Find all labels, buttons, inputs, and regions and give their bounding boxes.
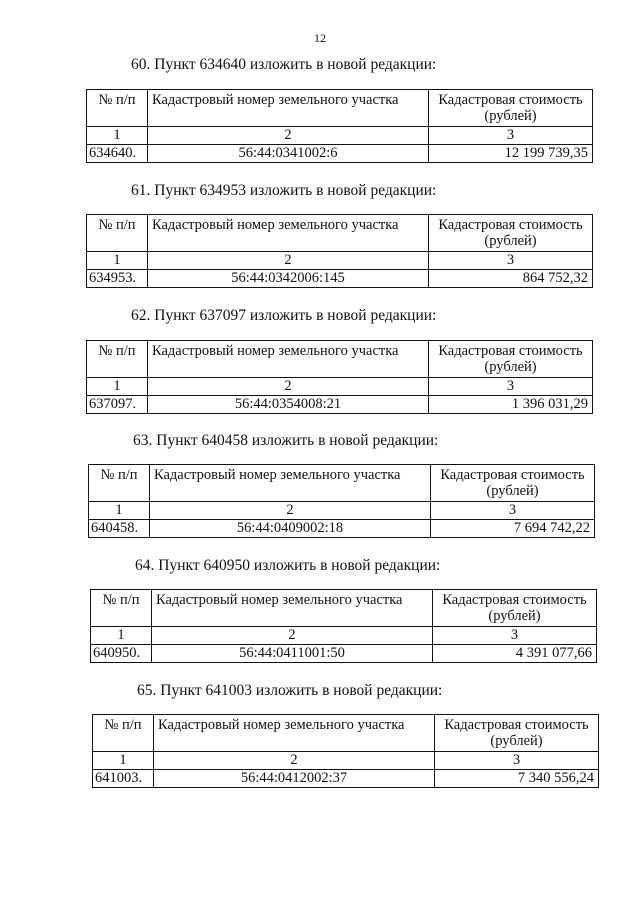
table-row [87, 145, 593, 163]
table-header-row [89, 465, 595, 502]
cell-cadastral-number: 56:44:0409002:18 [150, 520, 431, 538]
table-row [91, 645, 597, 663]
index-cell: 3 [431, 502, 595, 520]
table-index-row [91, 627, 597, 645]
table-row [87, 270, 593, 288]
index-cell: 3 [435, 752, 599, 770]
index-cell: 3 [429, 378, 593, 396]
section-heading: 62. Пункт 637097 изложить в новой редакции: [131, 307, 437, 324]
cadastral-table [92, 714, 599, 788]
cell-item-number: 641003. [93, 770, 154, 788]
index-cell: 3 [429, 252, 593, 270]
section-heading: 61. Пункт 634953 изложить в новой редакции: [131, 182, 437, 199]
cell-cadastral-value: 4 391 077,66 [433, 645, 597, 663]
header-cell-cadastral-number: Кадастровый номер земельного участка [148, 215, 429, 252]
cell-cadastral-number: 56:44:0412002:37 [154, 770, 435, 788]
cadastral-table [86, 214, 593, 288]
header-cell-cadastral-number: Кадастровый номер земельного участка [150, 465, 431, 502]
table-row [89, 520, 595, 538]
table-index-row [87, 378, 593, 396]
table-header-row [87, 341, 593, 378]
header-cell-cadastral-number: Кадастровый номер земельного участка [152, 590, 433, 627]
cell-cadastral-number: 56:44:0342006:145 [148, 270, 429, 288]
table-header-row [93, 715, 599, 752]
header-cell-number: № п/п [93, 715, 154, 752]
header-cell-cadastral-value: Кадастровая стоимость (рублей) [429, 341, 593, 378]
index-cell: 3 [433, 627, 597, 645]
index-cell: 2 [152, 627, 433, 645]
section-heading: 65. Пункт 641003 изложить в новой редакции: [137, 682, 443, 699]
cadastral-table [86, 89, 593, 163]
header-cell-cadastral-number: Кадастровый номер земельного участка [148, 341, 429, 378]
cell-item-number: 634953. [87, 270, 148, 288]
header-cell-cadastral-value: Кадастровая стоимость (рублей) [429, 90, 593, 127]
cadastral-table [86, 340, 593, 414]
page-number: 12 [314, 31, 326, 45]
cell-cadastral-value: 7 340 556,24 [435, 770, 599, 788]
cell-cadastral-number: 56:44:0341002:6 [148, 145, 429, 163]
cell-cadastral-number: 56:44:0354008:21 [148, 396, 429, 414]
section-heading: 63. Пункт 640458 изложить в новой редакции: [133, 432, 439, 449]
table-index-row [87, 127, 593, 145]
cadastral-table [88, 464, 595, 538]
table-index-row [87, 252, 593, 270]
header-cell-cadastral-number: Кадастровый номер земельного участка [148, 90, 429, 127]
table-header-row [91, 590, 597, 627]
index-cell: 1 [87, 378, 148, 396]
header-cell-number: № п/п [87, 90, 148, 127]
index-cell: 2 [148, 252, 429, 270]
table-index-row [93, 752, 599, 770]
index-cell: 2 [150, 502, 431, 520]
cell-item-number: 640950. [91, 645, 152, 663]
header-cell-number: № п/п [87, 341, 148, 378]
header-cell-number: № п/п [87, 215, 148, 252]
index-cell: 1 [89, 502, 150, 520]
index-cell: 2 [148, 378, 429, 396]
cell-item-number: 637097. [87, 396, 148, 414]
header-cell-cadastral-value: Кадастровая стоимость (рублей) [435, 715, 599, 752]
section-heading: 64. Пункт 640950 изложить в новой редакции: [135, 557, 441, 574]
table-row [93, 770, 599, 788]
header-cell-cadastral-value: Кадастровая стоимость (рублей) [433, 590, 597, 627]
header-cell-cadastral-number: Кадастровый номер земельного участка [154, 715, 435, 752]
index-cell: 1 [87, 127, 148, 145]
index-cell: 2 [154, 752, 435, 770]
index-cell: 3 [429, 127, 593, 145]
index-cell: 2 [148, 127, 429, 145]
table-header-row [87, 215, 593, 252]
index-cell: 1 [87, 252, 148, 270]
cell-cadastral-value: 864 752,32 [429, 270, 593, 288]
index-cell: 1 [91, 627, 152, 645]
cadastral-table [90, 589, 597, 663]
header-cell-cadastral-value: Кадастровая стоимость (рублей) [429, 215, 593, 252]
cell-item-number: 640458. [89, 520, 150, 538]
cell-cadastral-value: 12 199 739,35 [429, 145, 593, 163]
table-header-row [87, 90, 593, 127]
cell-cadastral-number: 56:44:0411001:50 [152, 645, 433, 663]
table-index-row [89, 502, 595, 520]
section-heading: 60. Пункт 634640 изложить в новой редакции: [131, 56, 437, 73]
cell-item-number: 634640. [87, 145, 148, 163]
header-cell-number: № п/п [91, 590, 152, 627]
header-cell-cadastral-value: Кадастровая стоимость (рублей) [431, 465, 595, 502]
cell-cadastral-value: 1 396 031,29 [429, 396, 593, 414]
index-cell: 1 [93, 752, 154, 770]
table-row [87, 396, 593, 414]
header-cell-number: № п/п [89, 465, 150, 502]
cell-cadastral-value: 7 694 742,22 [431, 520, 595, 538]
